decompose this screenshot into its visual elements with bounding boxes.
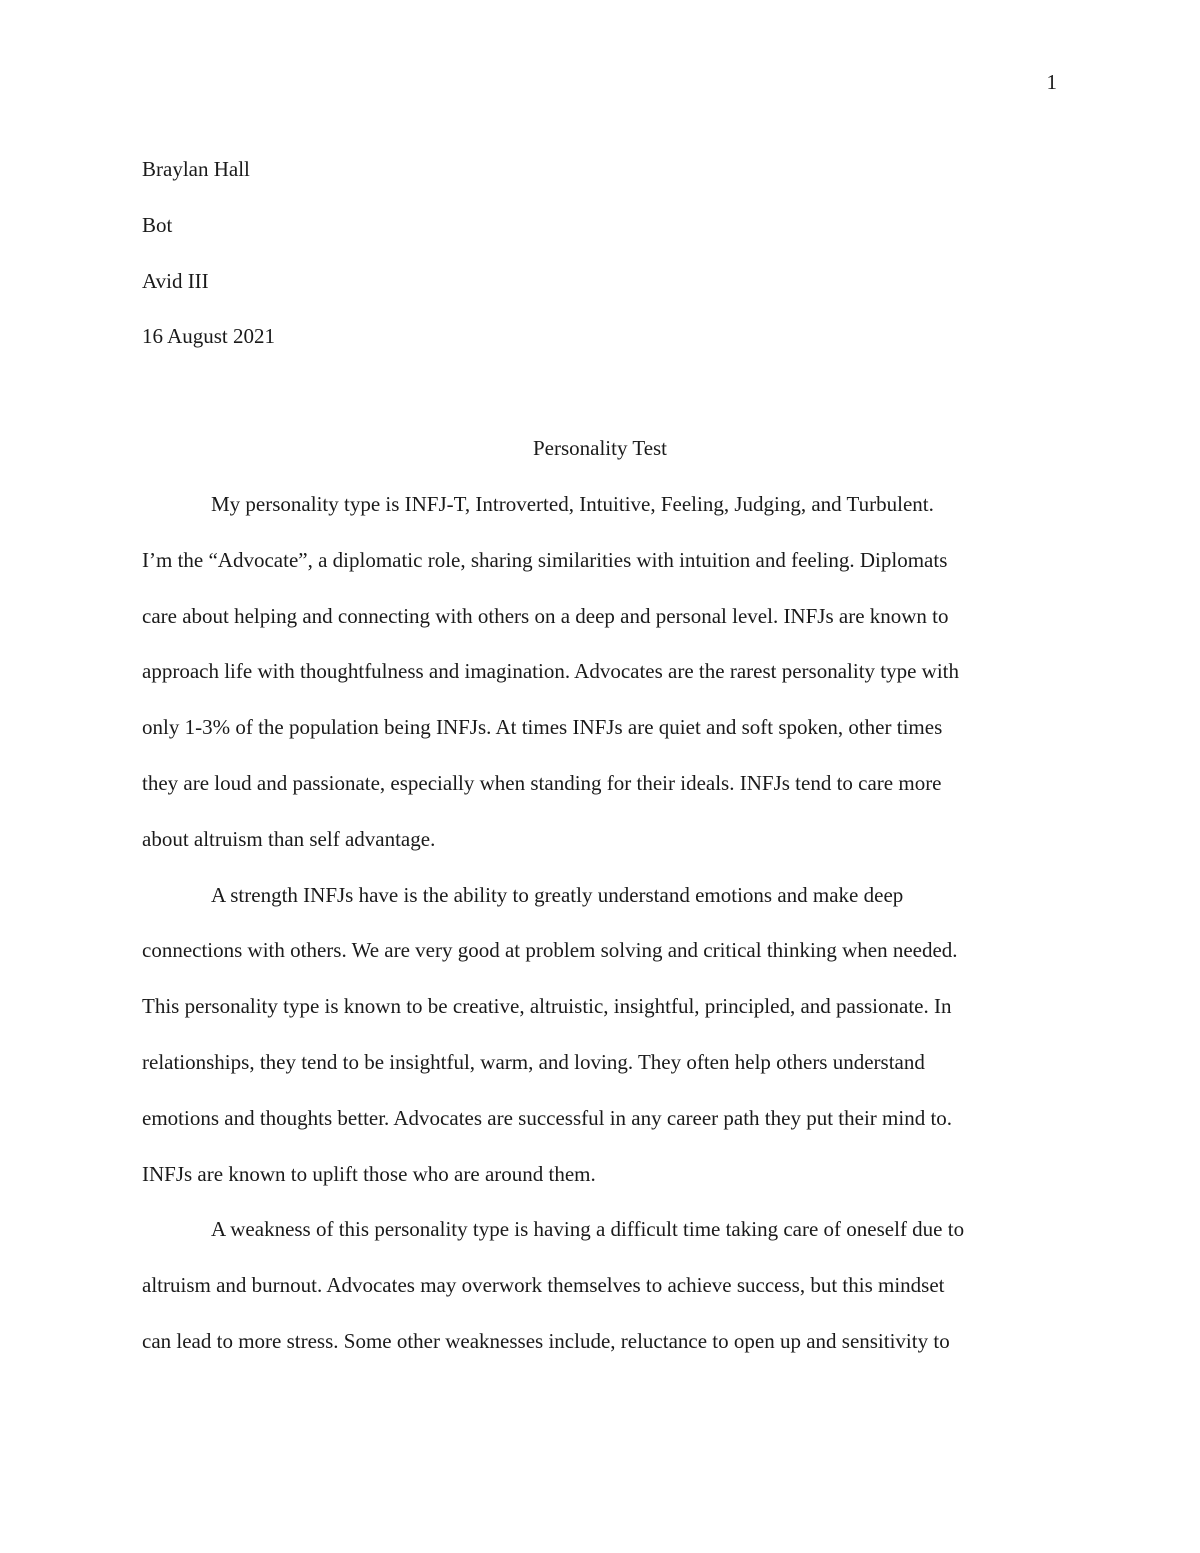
paragraph-line: INFJs are known to uplift those who are around them.: [142, 1161, 596, 1186]
course-name: Avid III: [142, 268, 209, 293]
paragraph-line: relationships, they tend to be insightful, warm, and loving. They often help others understand: [142, 1049, 925, 1074]
paragraph-3: [142, 1202, 1058, 1369]
paragraph-line: care about helping and connecting with others on a deep and personal level. INFJs are known to: [142, 603, 949, 628]
paragraph-2: [142, 868, 1058, 1203]
paragraph-line: A weakness of this personality type is having a difficult time taking care of oneself due to: [211, 1217, 965, 1242]
title-spacer: [142, 365, 1058, 421]
paragraph-line: emotions and thoughts better. Advocates are successful in any career path they put their mind to.: [142, 1105, 953, 1130]
paragraph-line: A strength INFJs have is the ability to greatly understand emotions and make deep: [211, 882, 904, 907]
author-name: Braylan Hall: [142, 157, 250, 181]
page-number: 1: [1046, 70, 1057, 94]
paragraph-line: altruism and burnout. Advocates may overwork themselves to achieve success, but this mindset: [142, 1273, 945, 1298]
paragraph-line: can lead to more stress. Some other weaknesses include, reluctance to open up and sensitivity to: [142, 1328, 950, 1353]
document-body: [142, 142, 1058, 1370]
paragraph-line: about altruism than self advantage.: [142, 826, 436, 851]
paragraph-line: My personality type is INFJ-T, Introverted, Intuitive, Feeling, Judging, and Turbulent.: [211, 491, 934, 516]
paragraph-line: connections with others. We are very good at problem solving and critical thinking when needed.: [142, 938, 958, 963]
paragraph-line: they are loud and passionate, especially when standing for their ideals. INFJs tend to care more: [142, 770, 942, 795]
document-title: Personality Test: [532, 436, 668, 461]
document-date: 16 August 2021: [142, 324, 276, 349]
paragraph-1: [142, 477, 1058, 868]
teacher-name: Bot: [142, 212, 173, 237]
paragraph-line: I’m the “Advocate”, a diplomatic role, sharing similarities with intuition and feeling. Diplomats: [142, 547, 948, 572]
paragraph-line: only 1-3% of the population being INFJs. At times INFJs are quiet and soft spoken, other times: [142, 715, 943, 740]
paragraph-line: approach life with thoughtfulness and imagination. Advocates are the rarest personality type with: [142, 659, 960, 684]
paragraph-line: This personality type is known to be creative, altruistic, insightful, principled, and passionate. In: [142, 994, 952, 1019]
